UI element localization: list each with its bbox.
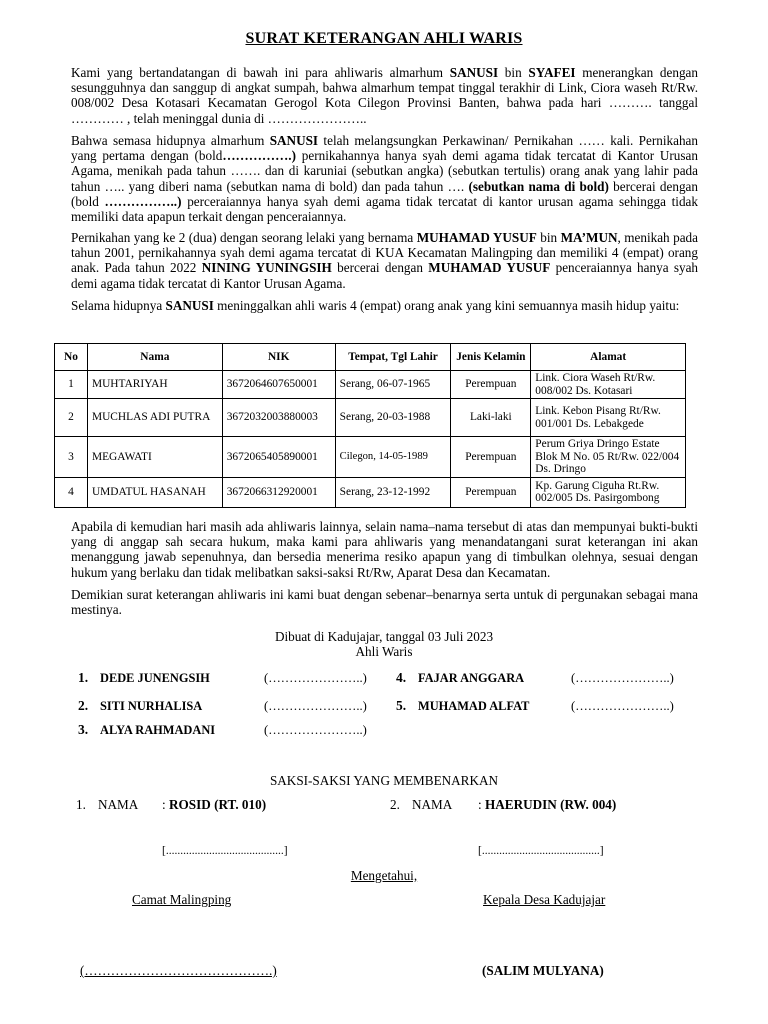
text: Pernikahan yang ke 2 (dua) dengan seorang lelaki yang bernama <box>71 230 417 245</box>
cell-jk: Perempuan <box>451 437 531 478</box>
cell-ttl: Serang, 23-12-1992 <box>335 477 451 507</box>
cell-no: 3 <box>55 437 88 478</box>
signature-line: (…………………..) <box>264 671 367 685</box>
heir-name: DEDE JUNENGSIH <box>100 671 210 685</box>
document-title: SURAT KETERANGAN AHLI WARIS <box>245 30 523 47</box>
kades-title: Kepala Desa Kadujajar <box>483 892 606 907</box>
cell-nama: MEGAWATI <box>87 437 222 478</box>
camat-title: Camat Malingping <box>132 892 232 907</box>
heir-name: SITI NURHALISA <box>100 699 203 713</box>
header-nik: NIK <box>222 344 335 371</box>
table-header-row <box>55 344 686 371</box>
spouse-father-name: MA’MUN <box>560 230 618 245</box>
signature-line: (…………………..) <box>264 699 367 713</box>
paragraph-disclaimer: Apabila di kemudian hari masih ada ahliwaris lainnya, selain nama–nama tersebut di atas dan mempunyai bukti-bukti yang di anggap sah secara hukum, maka kami para ahliwaris yang menandatangani surat keterangan ini akan menanggung jawab sepenuhnya, dan bersedia menerima resiko apapun yang di timbulkan olehnya, sesuai dengan hukum yang berlaku dan tidak melibatkan saksi-saksi Rt/Rw, Aparat Desa dan Kecamatan. <box>71 519 698 580</box>
cell-ttl: Cilegon, 14-05-1989 <box>335 437 451 478</box>
witness-1-name: ROSID (RT. 010) <box>169 797 267 812</box>
witness-2-signature-line: [.........................................] <box>478 845 604 857</box>
signature-line: (…………………..) <box>571 699 674 713</box>
text: , menikah pada tahun 2001, pernikahannya syah demi agama tercatat di KUA Kecamatan Malingping dan memiliki 4 (empat) orang anak. Pada tahun 2022 <box>71 230 698 276</box>
heir-name: MUHAMAD ALFAT <box>418 699 530 713</box>
table-row <box>55 437 686 478</box>
heir-number: 2. <box>78 698 89 713</box>
cell-nik: 3672064607650001 <box>222 371 335 399</box>
heir-number: 1. <box>78 670 89 685</box>
cell-alamat: Link. Ciora Waseh Rt/Rw. 008/002 Ds. Kotasari <box>531 371 686 399</box>
header-jk: Jenis Kelamin <box>451 344 531 371</box>
deceased-name: SANUSI <box>269 133 319 148</box>
cell-ttl: Serang, 06-07-1965 <box>335 371 451 399</box>
spouse-name: MUHAMAD YUSUF <box>428 260 551 276</box>
heirs-table <box>54 343 686 508</box>
heir-name: FAJAR ANGGARA <box>418 671 525 685</box>
heir-number: 3. <box>78 722 89 737</box>
paragraph-opening <box>71 65 698 126</box>
text: telah melangsungkan Perkawinan/ Pernikahan …… kali. Pernikahan yang pertama dengan (bold <box>71 133 698 164</box>
deceased-name: SANUSI <box>165 298 214 313</box>
witness-1-colon: : <box>162 797 166 812</box>
header-alamat: Alamat <box>531 344 686 371</box>
cell-alamat: Kp. Garung Ciguha Rt.Rw. 002/005 Ds. Pasirgombong <box>531 477 686 507</box>
text: menerangkan dengan sesungguhnya dan sanggup di angkat sumpah, bahwa almarhum tempat tinggal terakhir di Link, Ciora waseh Rt/Rw. 008/002 Desa Kotasari Kecamatan Gerogol Kota Cilegon Provinsi Banten, bahwa pada hari ………. tanggal ………… , telah meninggal dunia di ………………….. <box>71 65 698 126</box>
paragraph-closing: Demikian surat keterangan ahliwaris ini kami buat dengan sebenar–benarnya serta untuk di pergunakan sebagai mana mestinya. <box>71 587 698 618</box>
spouse-name: MUHAMAD YUSUF <box>416 230 537 245</box>
blank-bold: ……………..) <box>104 193 182 209</box>
text: penceraiannya hanya syah demi agama tidak tercatat di Kantor Urusan Agama. <box>71 260 699 291</box>
text: pernikahannya hanya syah demi agama tidak tercatat di Kantor Urusan Agama, menikah pada tahun ……. dan di karuniai (sebutkan angka) (sebutkan tertulis) orang anak yang lahir pada tahun ….. yang diberi nama (sebutkan nama di bold) dan pada tahun …. <box>71 148 698 194</box>
table-row <box>55 371 686 399</box>
cell-no: 4 <box>55 477 88 507</box>
witness-1-label: NAMA <box>98 797 139 812</box>
blank-bold: …………….) <box>222 148 296 164</box>
witness-1-number: 1. <box>76 797 86 812</box>
place-date: Dibuat di Kadujajar, tanggal 03 Juli 2023 <box>274 629 494 644</box>
witness-2-label: NAMA <box>412 797 453 812</box>
witness-1-signature-line: [.........................................] <box>162 845 288 857</box>
instruction-bold: (sebutkan nama di bold) <box>468 178 609 194</box>
heir-name: ALYA RAHMADANI <box>100 723 216 737</box>
text: Kami yang bertandatangan di bawah ini para ahliwaris almarhum <box>71 65 450 80</box>
header-nama: Nama <box>87 344 222 371</box>
cell-nik: 3672032003880003 <box>222 399 335 437</box>
deceased-father-name: SYAFEI <box>528 65 576 80</box>
paragraph-marriage-1 <box>71 133 698 224</box>
text: Bahwa semasa hidupnya almarhum <box>71 133 270 148</box>
header-no: No <box>55 344 88 371</box>
cell-nik: 3672066312920001 <box>222 477 335 507</box>
witness-title: SAKSI-SAKSI YANG MEMBENARKAN <box>269 773 499 788</box>
cell-nama: MUHTARIYAH <box>87 371 222 399</box>
cell-no: 2 <box>55 399 88 437</box>
text: Selama hidupnya <box>71 298 166 313</box>
witness-2-number: 2. <box>390 797 400 812</box>
paragraph-marriage-2 <box>71 230 698 291</box>
signature-line: (…………………..) <box>264 723 367 737</box>
witness-2-colon: : <box>478 797 482 812</box>
cell-nik: 3672065405890001 <box>222 437 335 478</box>
cell-ttl: Serang, 20-03-1988 <box>335 399 451 437</box>
signature-line: (…………………..) <box>571 671 674 685</box>
cell-jk: Perempuan <box>451 371 531 399</box>
camat-signature-line: (…………………………………….) <box>80 963 277 978</box>
cell-nama: UMDATUL HASANAH <box>87 477 222 507</box>
ahli-waris-label: Ahli Waris <box>355 644 413 659</box>
cell-jk: Laki-laki <box>451 399 531 437</box>
cell-nama: MUCHLAS ADI PUTRA <box>87 399 222 437</box>
kades-name: (SALIM MULYANA) <box>482 963 604 978</box>
cell-no: 1 <box>55 371 88 399</box>
cell-alamat: Link. Kebon Pisang Rt/Rw. 001/001 Ds. Lebakgede <box>531 399 686 437</box>
text: meninggalkan ahli waris 4 (empat) orang anak yang kini semuannya masih hidup yaitu: <box>213 298 680 313</box>
table-row <box>55 477 686 507</box>
heir-number: 5. <box>396 698 407 713</box>
text: perceraiannya hanya syah demi agama tidak tercatat di kantor urusan agama sehingga tidak memiliki data apapun terkait dengan penceraiannya. <box>71 193 698 225</box>
paragraph-heirs-intro <box>71 298 698 313</box>
table-row <box>55 399 686 437</box>
heir-number: 4. <box>396 670 407 685</box>
cell-jk: Perempuan <box>451 477 531 507</box>
text: bercerai dengan (bold <box>71 178 698 209</box>
text: bin <box>498 65 529 80</box>
header-ttl: Tempat, Tgl Lahir <box>335 344 451 371</box>
mengetahui-label: Mengetahui, <box>350 868 418 883</box>
wife-name: NINING YUNINGSIH <box>201 260 332 276</box>
deceased-name: SANUSI <box>449 65 499 80</box>
text: bin <box>536 230 561 245</box>
cell-alamat: Perum Griya Dringo Estate Blok M No. 05 Rt/Rw. 022/004 Ds. Dringo <box>531 437 686 478</box>
witness-2-name: HAERUDIN (RW. 004) <box>485 797 617 812</box>
text: bercerai dengan <box>331 260 429 276</box>
